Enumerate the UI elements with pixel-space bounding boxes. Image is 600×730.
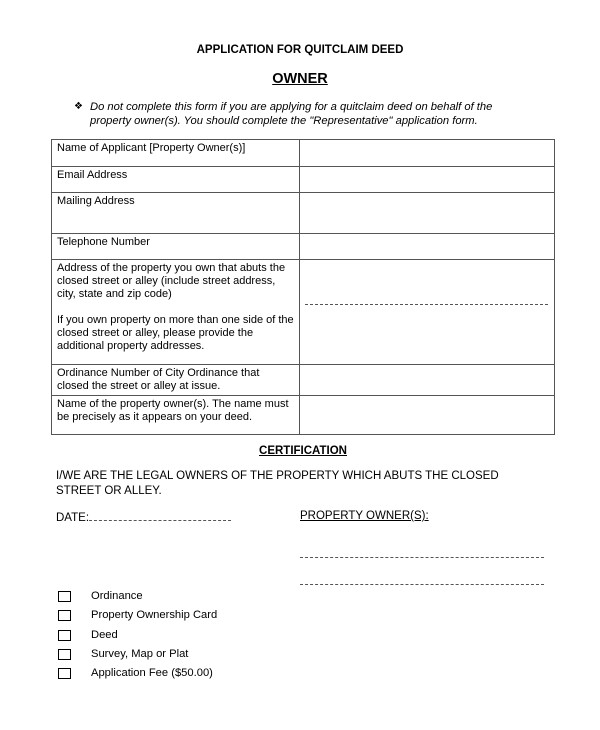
note-line-2: property owner(s). You should complete the "Representative" application form. bbox=[90, 115, 478, 127]
diamond-bullet-icon: ❖ bbox=[74, 101, 83, 112]
form-row-ordinance-number bbox=[52, 365, 555, 396]
mailing-address-label: Mailing Address bbox=[52, 193, 300, 234]
applicant-name-field[interactable] bbox=[300, 140, 555, 167]
form-row-property-address bbox=[52, 260, 555, 365]
date-label: DATE: bbox=[56, 512, 90, 524]
instruction-note bbox=[74, 100, 544, 128]
owner-signature-line-2[interactable] bbox=[300, 584, 544, 585]
form-row-telephone bbox=[52, 234, 555, 260]
form-title: APPLICATION FOR QUITCLAIM DEED bbox=[196, 44, 404, 56]
property-address-label bbox=[52, 260, 300, 365]
attachments-checklist bbox=[58, 590, 217, 686]
owner-signature-line-1[interactable] bbox=[300, 557, 544, 558]
form-row-owner-name bbox=[52, 396, 555, 435]
date-field bbox=[56, 510, 231, 524]
property-owner-label: PROPERTY OWNER(S): bbox=[300, 510, 429, 522]
note-line-1: Do not complete this form if you are applying for a quitclaim deed on behalf of the bbox=[90, 101, 493, 113]
checklist-item-label: Property Ownership Card bbox=[91, 609, 218, 622]
checklist-item-deed bbox=[58, 629, 217, 648]
property-address-field[interactable] bbox=[300, 260, 555, 365]
form-row-mailing-address bbox=[52, 193, 555, 234]
property-address-label-main: Address of the property you own that abuts the closed street or alley (include street address, city, state and zip code) bbox=[57, 262, 286, 300]
checkbox[interactable] bbox=[58, 610, 71, 621]
form-subtitle: OWNER bbox=[272, 71, 328, 87]
checklist-item-survey bbox=[58, 648, 217, 667]
telephone-label: Telephone Number bbox=[52, 234, 300, 260]
applicant-form-table bbox=[51, 139, 555, 435]
checkbox[interactable] bbox=[58, 630, 71, 641]
checklist-item-ordinance bbox=[58, 590, 217, 609]
ordinance-number-field[interactable] bbox=[300, 365, 555, 396]
certification-statement: I/WE ARE THE LEGAL OWNERS OF THE PROPERTY WHICH ABUTS THE CLOSED STREET OR ALLEY. bbox=[56, 470, 499, 497]
date-input-line[interactable] bbox=[89, 510, 231, 521]
property-address-line bbox=[305, 304, 548, 305]
form-row-email bbox=[52, 167, 555, 193]
checkbox[interactable] bbox=[58, 649, 71, 660]
checkbox[interactable] bbox=[58, 591, 71, 602]
certification-heading: CERTIFICATION bbox=[259, 445, 347, 457]
checklist-item-label: Application Fee ($50.00) bbox=[91, 667, 213, 680]
applicant-name-label: Name of Applicant [Property Owner(s)] bbox=[52, 140, 300, 167]
email-field[interactable] bbox=[300, 167, 555, 193]
telephone-field[interactable] bbox=[300, 234, 555, 260]
mailing-address-field[interactable] bbox=[300, 193, 555, 234]
form-row-applicant-name bbox=[52, 140, 555, 167]
owner-name-field[interactable] bbox=[300, 396, 555, 435]
ordinance-number-label: Ordinance Number of City Ordinance that closed the street or alley at issue. bbox=[52, 365, 300, 396]
checklist-item-ownership-card bbox=[58, 609, 217, 628]
checklist-item-label: Ordinance bbox=[91, 590, 143, 602]
checklist-item-fee bbox=[58, 667, 217, 686]
checklist-item-label: Survey, Map or Plat bbox=[91, 647, 189, 660]
checkbox[interactable] bbox=[58, 668, 71, 679]
owner-name-label: Name of the property owner(s). The name must be precisely as it appears on your deed. bbox=[52, 396, 300, 435]
property-address-label-extra: If you own property on more than one side of the closed street or alley, please provide the additional property addresses. bbox=[57, 314, 294, 352]
checklist-item-label: Deed bbox=[91, 628, 118, 641]
email-label: Email Address bbox=[52, 167, 300, 193]
